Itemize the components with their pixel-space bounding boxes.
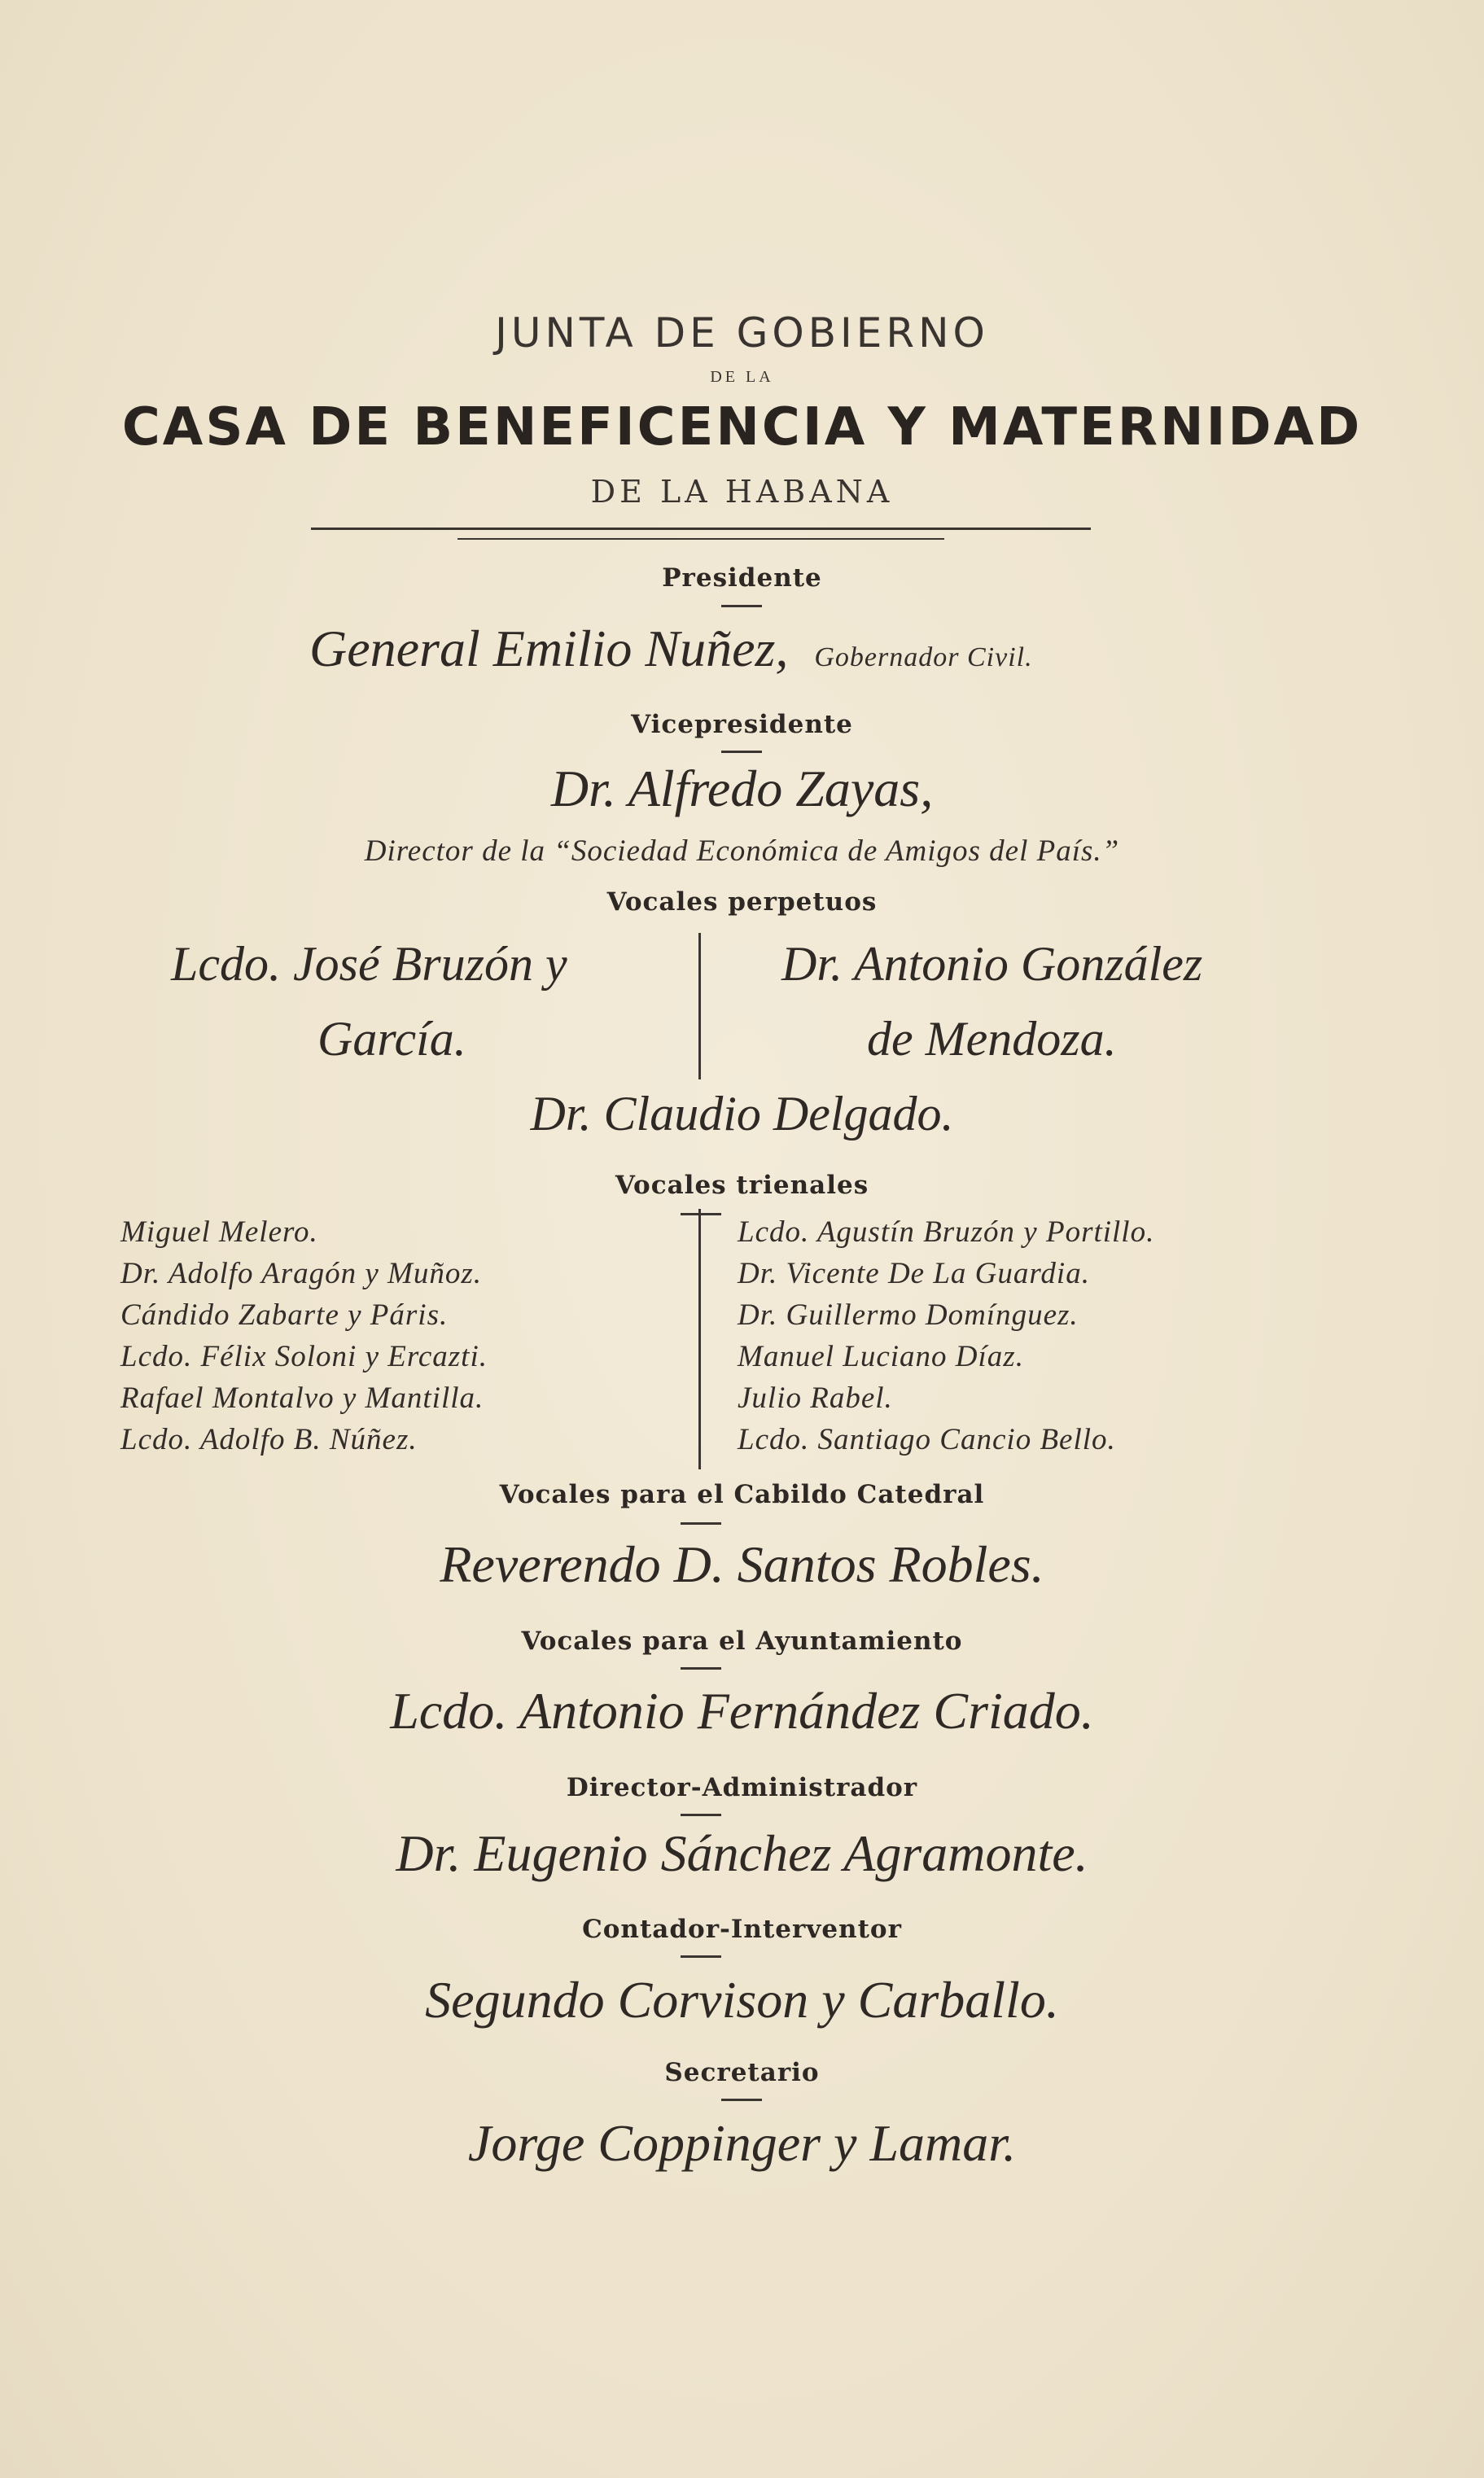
vicepresidente-title: Director de la “Sociedad Económica de Amigos del País.” <box>364 834 1120 868</box>
secretario-name: Jorge Coppinger y Lamar. <box>467 2114 1017 2172</box>
director-name: Dr. Eugenio Sánchez Agramonte. <box>396 1824 1088 1882</box>
contador-name: Segundo Corvison y Carballo. <box>425 1971 1059 2029</box>
list-item: Dr. Adolfo Aragón y Muñoz. <box>120 1257 482 1290</box>
perpetuos-divider <box>698 933 701 1079</box>
header-casa: CASA DE BENEFICENCIA Y MATERNIDAD <box>121 397 1363 458</box>
perpetuo-right-line1: Dr. Antonio González <box>781 937 1203 991</box>
perpetuo-left-line2: García. <box>317 1012 466 1066</box>
trienales-left-list <box>120 1211 488 1460</box>
perpetuo-right-line2: de Mendoza. <box>867 1012 1117 1066</box>
perpetuo-bottom: Dr. Claudio Delgado. <box>530 1087 954 1140</box>
presidente-line <box>309 619 1033 679</box>
perpetuos-heading: Vocales perpetuos <box>606 887 878 917</box>
vicepresidente-heading: Vicepresidente <box>631 710 853 739</box>
ayuntamiento-name: Lcdo. Antonio Fernández Criado. <box>390 1682 1094 1740</box>
director-dash <box>681 1814 721 1816</box>
list-item: Lcdo. Adolfo B. Núñez. <box>120 1423 418 1456</box>
secretario-dash <box>721 2099 762 2101</box>
vicepresidente-name: Dr. Alfredo Zayas, <box>550 760 934 817</box>
header-habana: DE LA HABANA <box>590 474 894 510</box>
cabildo-name: Reverendo D. Santos Robles. <box>440 1535 1044 1593</box>
list-item: Cándido Zabarte y Páris. <box>120 1298 449 1332</box>
presidente-name: General Emilio Nuñez, <box>309 620 789 677</box>
list-item: Miguel Melero. <box>120 1215 318 1249</box>
list-item: Lcdo. Félix Soloni y Ercazti. <box>120 1340 488 1373</box>
trienales-divider <box>698 1209 701 1469</box>
trienales-right-list <box>738 1211 1154 1460</box>
header-de-la: DE LA <box>710 368 774 386</box>
list-item: Julio Rabel. <box>738 1381 893 1415</box>
perpetuo-left-line1: Lcdo. José Bruzón y <box>171 937 567 991</box>
cabildo-heading: Vocales para el Cabildo Catedral <box>499 1480 985 1509</box>
list-item: Lcdo. Santiago Cancio Bello. <box>738 1423 1116 1456</box>
header-rule-thin <box>457 538 944 540</box>
presidente-title: Gobernador Civil. <box>814 642 1033 672</box>
ayuntamiento-heading: Vocales para el Ayuntamiento <box>521 1626 963 1656</box>
list-item: Lcdo. Agustín Bruzón y Portillo. <box>738 1215 1155 1249</box>
header-junta: JUNTA DE GOBIERNO <box>495 309 989 357</box>
cabildo-dash <box>681 1522 721 1525</box>
trienales-dash <box>681 1213 721 1215</box>
presidente-heading: Presidente <box>662 563 822 593</box>
list-item: Rafael Montalvo y Mantilla. <box>120 1381 484 1415</box>
presidente-dash <box>721 605 762 607</box>
list-item: Dr. Vicente De La Guardia. <box>738 1257 1090 1290</box>
contador-heading: Contador-Interventor <box>582 1915 902 1944</box>
list-item: Manuel Luciano Díaz. <box>738 1340 1024 1373</box>
trienales-heading: Vocales trienales <box>615 1171 869 1200</box>
ayuntamiento-dash <box>681 1667 721 1670</box>
director-heading: Director-Administrador <box>566 1773 918 1802</box>
list-item: Dr. Guillermo Domínguez. <box>738 1298 1079 1332</box>
header-rule-thick <box>311 528 1091 530</box>
secretario-heading: Secretario <box>664 2058 820 2087</box>
vicepresidente-dash <box>721 751 762 753</box>
contador-dash <box>681 1955 721 1958</box>
